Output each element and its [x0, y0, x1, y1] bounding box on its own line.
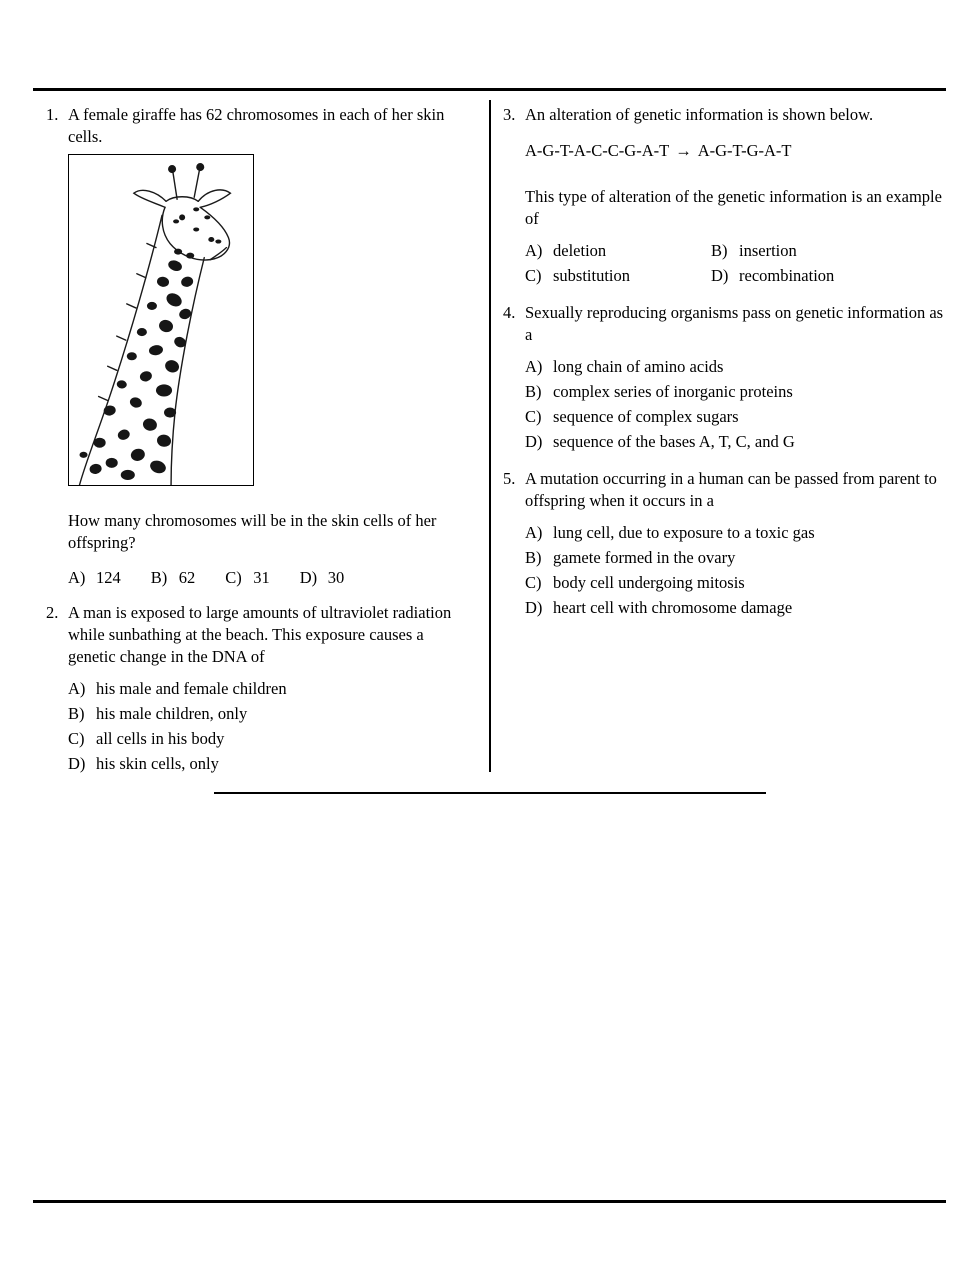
left-column — [46, 104, 472, 776]
option-text: his male and female children — [96, 679, 287, 698]
question-body — [525, 104, 947, 288]
option-text: recombination — [739, 266, 835, 285]
option — [225, 566, 270, 590]
option-label: B) — [711, 241, 728, 260]
option-label: A) — [68, 568, 86, 587]
option — [525, 263, 711, 288]
question-4 — [503, 302, 947, 454]
option-label: C) — [68, 729, 85, 748]
option — [68, 566, 121, 590]
question-text: A female giraffe has 62 chromosomes in each of her skin cells. — [68, 105, 445, 146]
option-text: gamete formed in the ovary — [553, 548, 736, 567]
right-column — [503, 104, 947, 620]
option-label: B) — [150, 568, 168, 587]
option-label: D) — [68, 754, 86, 773]
option-text: substitution — [553, 266, 631, 285]
question-text: Sexually reproducing organisms pass on genetic information as a — [525, 303, 944, 344]
question-number: 1. — [46, 105, 59, 124]
answer-options — [525, 520, 947, 620]
answer-options — [525, 354, 947, 454]
option-label: B) — [525, 382, 542, 401]
question-text: A mutation occurring in a human can be passed from parent to offspring when it occurs in a — [525, 469, 937, 510]
option-label: A) — [525, 357, 543, 376]
option-text: sequence of the bases A, T, C, and G — [553, 432, 795, 451]
option-label: D) — [711, 266, 729, 285]
option-label: C) — [525, 407, 542, 426]
option — [525, 429, 947, 454]
option — [68, 726, 472, 751]
option — [525, 545, 947, 570]
option-text: 62 — [178, 568, 196, 587]
answer-options — [525, 238, 947, 288]
option — [711, 238, 947, 263]
option — [300, 566, 345, 590]
option-text: heart cell with chromosome damage — [553, 598, 793, 617]
option — [151, 566, 196, 590]
option-text: deletion — [553, 241, 607, 260]
option-text: long chain of amino acids — [553, 357, 724, 376]
option — [525, 379, 947, 404]
option-text: complex series of inorganic proteins — [553, 382, 793, 401]
option-text: body cell undergoing mitosis — [553, 573, 745, 592]
option-label: A) — [68, 679, 86, 698]
section-divider-rule — [214, 792, 766, 794]
sequence-after: A-G-T-G-A-T — [697, 141, 792, 160]
top-rule — [33, 88, 946, 91]
option-label: C) — [525, 266, 542, 285]
dna-sequence-line — [525, 140, 947, 162]
option-label: D) — [525, 598, 543, 617]
question-body — [68, 602, 472, 776]
right-arrow-icon: → — [675, 141, 692, 160]
option — [68, 676, 472, 701]
option-label: D) — [299, 568, 318, 587]
giraffe-figure — [68, 154, 254, 486]
option — [525, 595, 947, 620]
option — [68, 751, 472, 776]
option-text: insertion — [739, 241, 797, 260]
question-number: 4. — [503, 303, 516, 322]
option — [68, 701, 472, 726]
option-text: 30 — [327, 568, 345, 587]
option-text: all cells in his body — [96, 729, 225, 748]
question-number: 2. — [46, 603, 59, 622]
question-text: An alteration of genetic information is shown below. — [525, 105, 874, 124]
answer-options — [68, 566, 472, 590]
question-text-continued: This type of alteration of the genetic information is an example of — [525, 187, 942, 228]
option — [525, 404, 947, 429]
option-text: lung cell, due to exposure to a toxic gas — [553, 523, 815, 542]
option — [525, 520, 947, 545]
answer-options — [68, 676, 472, 776]
question-body — [525, 468, 947, 620]
giraffe-illustration — [69, 155, 253, 485]
option-text: his male children, only — [96, 704, 248, 723]
option-label: A) — [525, 241, 543, 260]
bottom-rule — [33, 1200, 946, 1203]
question-body — [525, 302, 947, 454]
option-text: 31 — [253, 568, 270, 587]
option-text: 124 — [96, 568, 121, 587]
option-label: D) — [525, 432, 543, 451]
option-label: C) — [225, 568, 242, 587]
option-label: A) — [525, 523, 543, 542]
option — [525, 238, 711, 263]
question-1 — [46, 104, 472, 590]
option-text: his skin cells, only — [96, 754, 219, 773]
option-label: B) — [68, 704, 85, 723]
question-2 — [46, 602, 472, 776]
option — [525, 354, 947, 379]
column-divider — [489, 100, 491, 772]
option-text: sequence of complex sugars — [553, 407, 739, 426]
question-followup: How many chromosomes will be in the skin cells of her offspring? — [68, 511, 437, 552]
option — [711, 263, 947, 288]
question-3 — [503, 104, 947, 288]
option — [525, 570, 947, 595]
question-body — [68, 104, 472, 590]
option-label: B) — [525, 548, 542, 567]
sequence-before: A-G-T-A-C-C-G-A-T — [525, 141, 670, 160]
question-number: 3. — [503, 105, 516, 124]
option-label: C) — [525, 573, 542, 592]
question-text: A man is exposed to large amounts of ultraviolet radiation while sunbathing at the beach. This exposure causes a genetic change in the DNA of — [68, 603, 452, 666]
question-number: 5. — [503, 469, 516, 488]
question-5 — [503, 468, 947, 620]
